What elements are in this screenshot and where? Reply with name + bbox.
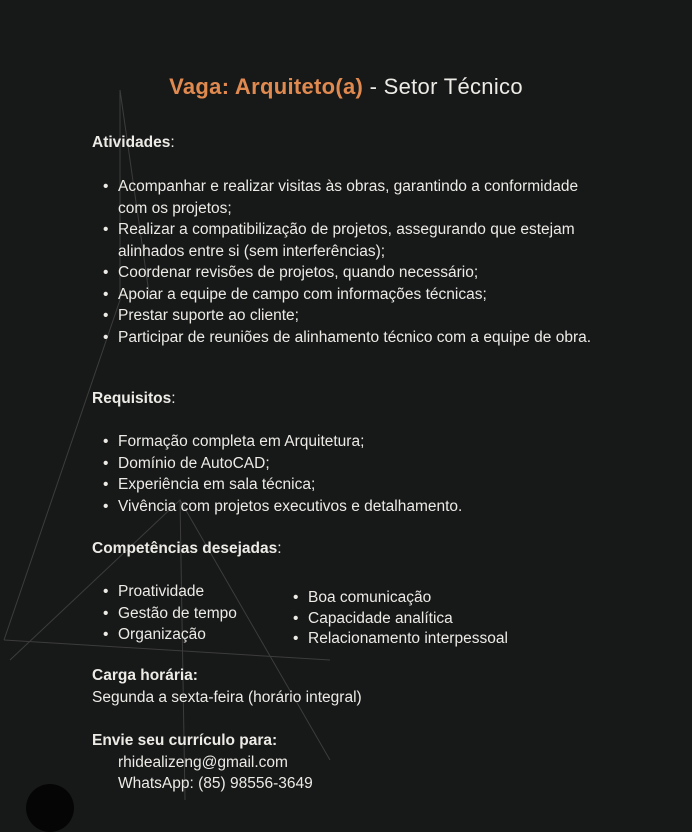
- activities-heading: Atividades:: [92, 134, 175, 151]
- list-item: • Apoiar a equipe de campo com informações técnicas;: [92, 284, 597, 306]
- schedule-value: Segunda a sexta-feira (horário integral): [92, 689, 362, 706]
- contact-whatsapp: WhatsApp: (85) 98556-3649: [118, 775, 313, 792]
- contact-heading: Envie seu currículo para:: [92, 732, 278, 749]
- competencies-right-list: [282, 588, 582, 650]
- list-item: • Realizar a compatibilização de projetos, assegurando que estejam alinhados entre si (sem interferências);: [92, 219, 597, 262]
- contact-email: rhidealizeng@gmail.com: [118, 754, 288, 771]
- list-item: • Coordenar revisões de projetos, quando necessário;: [92, 262, 597, 284]
- page-title: [0, 74, 692, 100]
- requirements-heading: Requisitos:: [92, 390, 176, 407]
- list-item: • Relacionamento interpessoal: [282, 629, 582, 650]
- job-sector: - Setor Técnico: [363, 74, 523, 99]
- competencies-left-list: [92, 581, 292, 646]
- list-item: • Prestar suporte ao cliente;: [92, 305, 597, 327]
- list-item: • Formação completa em Arquitetura;: [92, 431, 597, 453]
- list-item: • Domínio de AutoCAD;: [92, 453, 597, 475]
- list-item: • Capacidade analítica: [282, 609, 582, 630]
- list-item: • Organização: [92, 624, 292, 646]
- schedule-heading: Carga horária:: [92, 667, 198, 684]
- competencies-heading: Competências desejadas:: [92, 540, 282, 557]
- list-item: • Participar de reuniões de alinhamento técnico com a equipe de obra.: [92, 327, 597, 349]
- list-item: • Boa comunicação: [282, 588, 582, 609]
- decorative-circle: [26, 784, 74, 832]
- list-item: • Gestão de tempo: [92, 603, 292, 625]
- activities-list: [92, 176, 597, 348]
- requirements-list: [92, 431, 597, 517]
- job-title: Vaga: Arquiteto(a): [169, 74, 364, 99]
- list-item: • Vivência com projetos executivos e detalhamento.: [92, 496, 597, 518]
- list-item: • Experiência em sala técnica;: [92, 474, 597, 496]
- list-item: • Proatividade: [92, 581, 292, 603]
- list-item: • Acompanhar e realizar visitas às obras, garantindo a conformidade com os projetos;: [92, 176, 597, 219]
